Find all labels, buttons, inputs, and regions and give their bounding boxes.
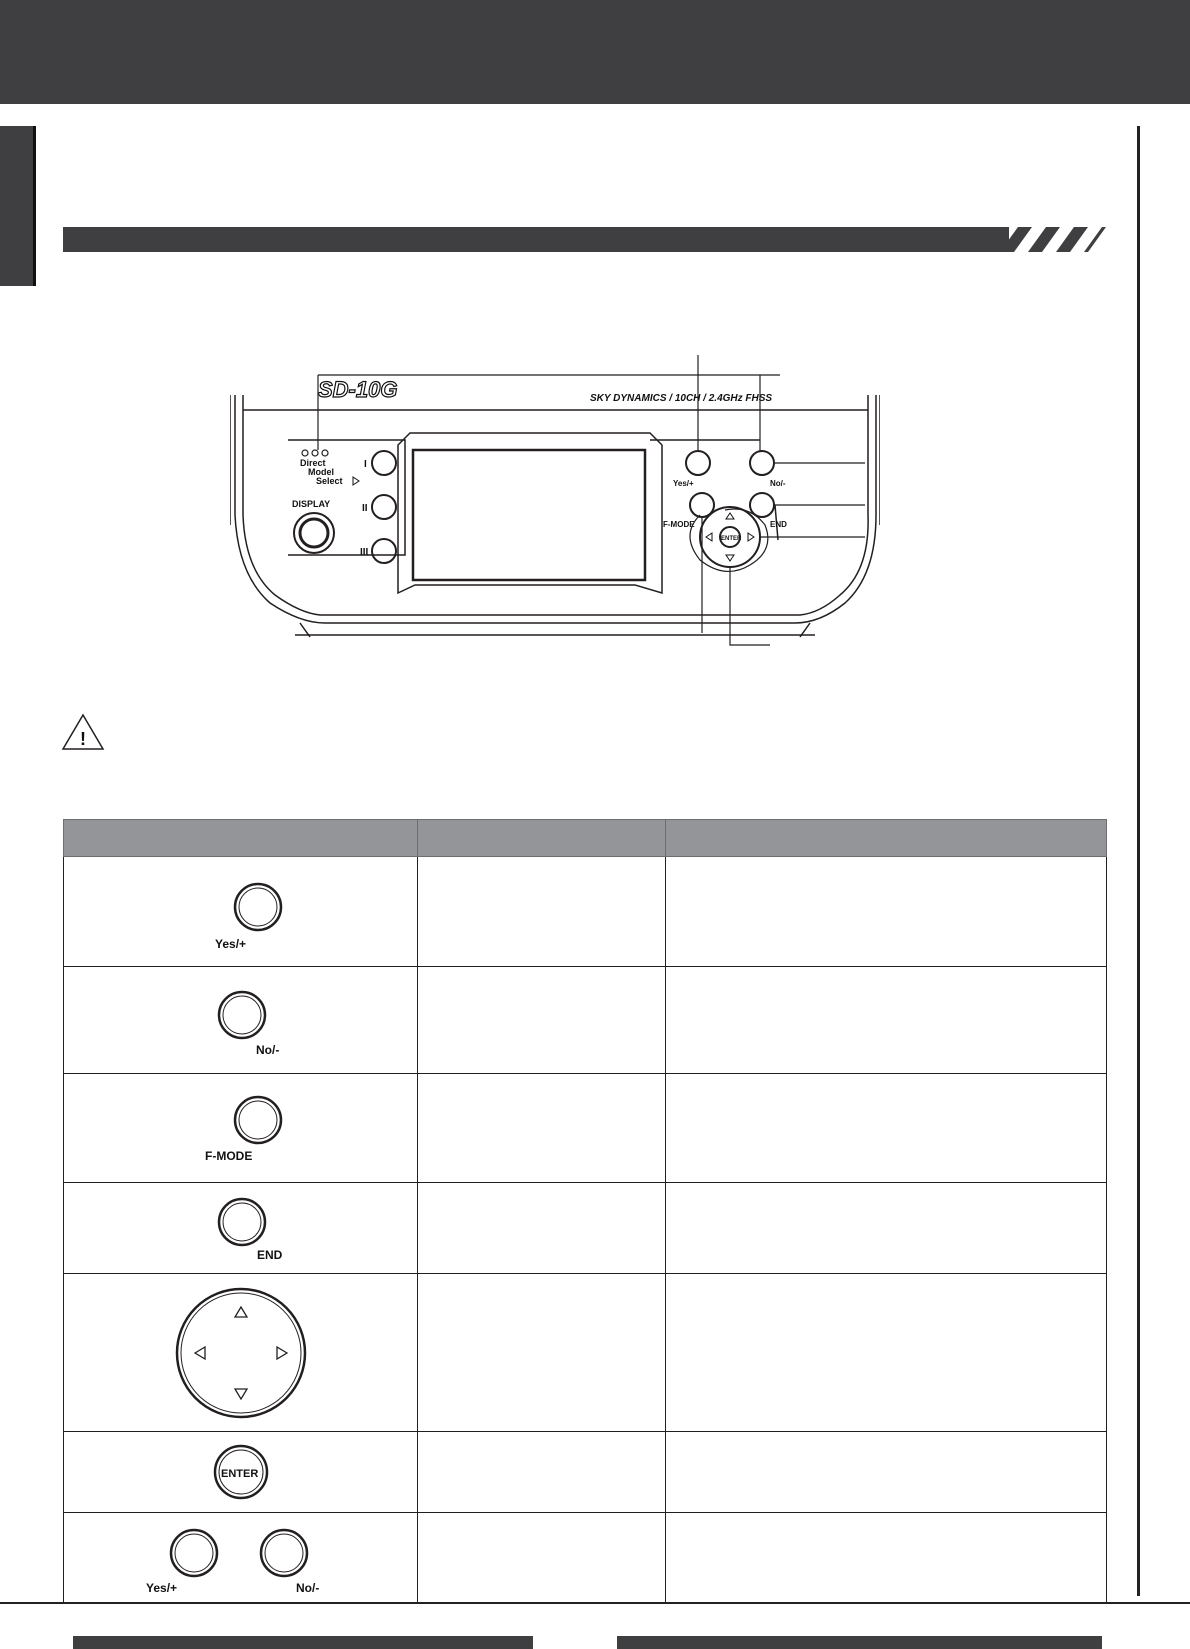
function-cell	[666, 967, 1107, 1074]
svg-text:II: II	[362, 503, 368, 514]
name-cell	[418, 1513, 666, 1604]
control-cell	[64, 857, 418, 967]
arrow-right-icon	[277, 1347, 287, 1359]
name-cell	[418, 1183, 666, 1274]
table-header-row	[64, 820, 1107, 857]
footer-rule	[0, 1602, 1190, 1604]
yes-button-icon	[171, 872, 311, 952]
direction-pad-icon	[171, 1283, 311, 1423]
fmode-button-icon	[171, 1088, 311, 1168]
name-cell	[418, 1274, 666, 1432]
svg-text:!: !	[80, 729, 86, 749]
svg-text:ENTER: ENTER	[721, 536, 742, 542]
no-button-icon	[171, 980, 311, 1060]
col-header-control	[64, 820, 418, 857]
function-cell	[666, 1074, 1107, 1183]
chapter-tab	[0, 126, 36, 286]
svg-text:No/-: No/-	[295, 1581, 319, 1595]
header-bar	[0, 0, 1190, 104]
svg-text:F-MODE: F-MODE	[663, 520, 695, 529]
function-cell	[666, 1432, 1107, 1513]
table-row	[64, 967, 1107, 1074]
right-margin-rule	[1137, 126, 1140, 1596]
name-cell	[418, 857, 666, 967]
table-row	[64, 1183, 1107, 1274]
arrow-up-icon	[235, 1307, 247, 1317]
svg-text:SD-10G: SD-10G	[318, 377, 398, 402]
function-cell	[666, 1274, 1107, 1432]
section-heading-bar	[63, 227, 1009, 252]
svg-text:No/-: No/-	[255, 1043, 279, 1057]
end-button-icon	[171, 1192, 311, 1264]
function-cell	[666, 1513, 1107, 1604]
footer-bar-right	[617, 1636, 1102, 1649]
svg-text:Yes/+: Yes/+	[145, 1581, 177, 1595]
control-cell	[64, 1074, 418, 1183]
control-cell	[64, 1274, 418, 1432]
control-cell	[64, 1432, 418, 1513]
section-stripes	[1000, 227, 1110, 252]
control-table	[63, 819, 1107, 1604]
col-header-function	[666, 820, 1107, 857]
table-row	[64, 857, 1107, 967]
svg-text:SKY DYNAMICS / 10CH / 2.4GHz: SKY DYNAMICS / 10CH / 2.4GHz FHSS	[590, 393, 773, 404]
svg-text:Yes/+: Yes/+	[673, 479, 694, 488]
arrow-left-icon	[195, 1347, 205, 1359]
control-cell	[64, 1513, 418, 1604]
col-header-name	[418, 820, 666, 857]
control-cell	[64, 1183, 418, 1274]
table-row	[64, 1274, 1107, 1432]
svg-text:ENTER: ENTER	[220, 1468, 258, 1480]
warning-triangle-icon	[60, 712, 106, 752]
name-cell	[418, 967, 666, 1074]
svg-text:Yes/+: Yes/+	[214, 936, 246, 951]
table-row	[64, 1432, 1107, 1513]
svg-text:No/-: No/-	[770, 479, 786, 488]
yes-no-pair-icon	[136, 1518, 346, 1598]
transmitter-diagram	[230, 355, 880, 675]
arrow-down-icon	[235, 1389, 247, 1399]
svg-text:Model: Model	[308, 467, 334, 477]
svg-text:I: I	[364, 459, 367, 470]
svg-text:III: III	[360, 547, 369, 558]
function-cell	[666, 857, 1107, 967]
svg-text:Direct: Direct	[300, 458, 326, 468]
svg-text:END: END	[256, 1248, 282, 1262]
name-cell	[418, 1432, 666, 1513]
svg-text:DISPLAY: DISPLAY	[292, 499, 331, 509]
function-cell	[666, 1183, 1107, 1274]
control-cell	[64, 967, 418, 1074]
svg-text:F-MODE: F-MODE	[204, 1149, 252, 1163]
svg-text:Select: Select	[316, 476, 343, 486]
svg-text:END: END	[770, 520, 787, 529]
enter-button-icon	[171, 1437, 311, 1507]
name-cell	[418, 1074, 666, 1183]
table-row	[64, 1513, 1107, 1604]
footer-bar-left	[73, 1636, 533, 1649]
table-row	[64, 1074, 1107, 1183]
